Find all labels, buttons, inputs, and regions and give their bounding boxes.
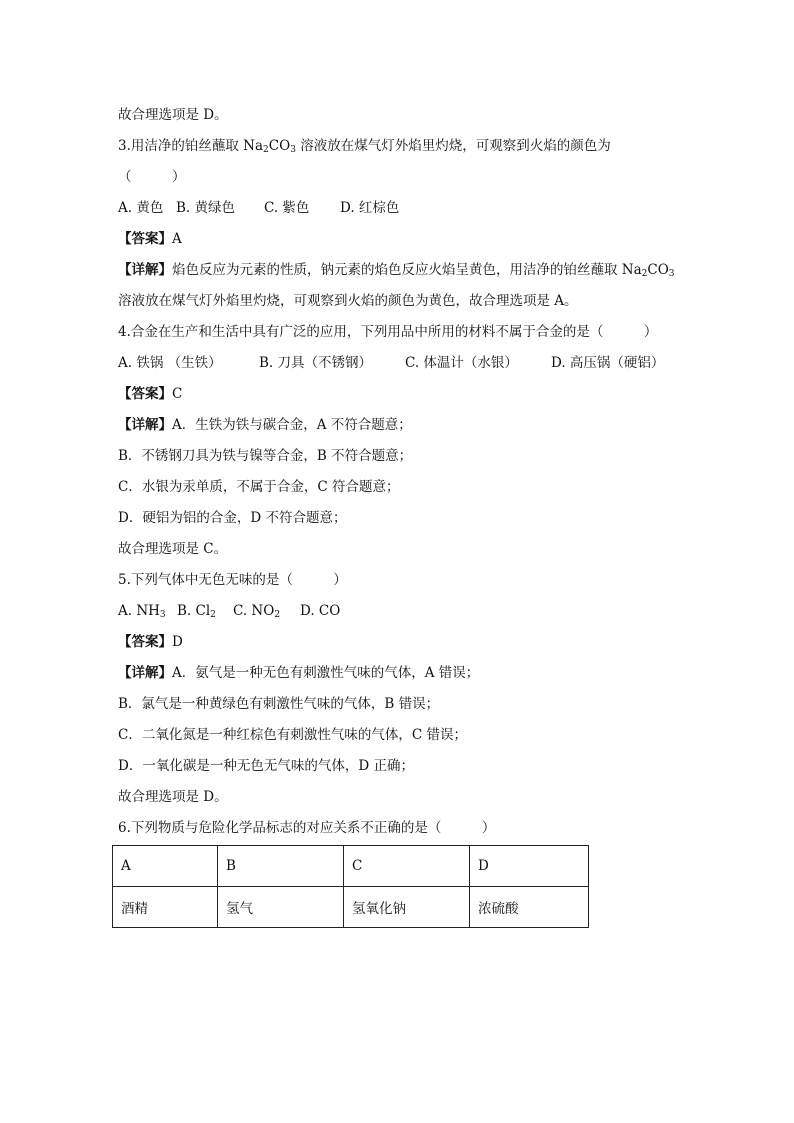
table-header-a: A [113,846,218,887]
q3-option-b: B. 黄绿色 [176,200,236,216]
q5-answer: 【答案】D [118,634,183,650]
q4-detail-b: B．不锈钢刀具为铁与镍等合金，B 不符合题意； [118,448,413,464]
q4-title: 4.合金在生产和生活中具有广泛的应用，下列用品中所用的材料不属于合金的是（ ） [118,324,658,340]
table-header-d: D [470,846,589,887]
q4-option-b: B. 刀具（不锈钢） [259,355,373,371]
table-cell-a: 酒精 [113,887,218,928]
q5-option-a: A. $NH_3$ [118,603,166,620]
q5-conclusion: 故合理选项是 D。 [118,789,228,805]
q4-detail-c: C．水银为汞单质，不属于合金，C 符合题意； [118,479,400,495]
q3-title: 3.用洁净的铂丝蘸取 $Na_2CO_3$ 溶液放在煤气灯外焰里灼烧，可观察到火焰的颜色为 [118,138,611,155]
q5-option-c: C. $NO_2$ [233,603,281,620]
table-cell-d: 浓硫酸 [470,887,589,928]
q3-detail: 【详解】焰色反应为元素的性质，钠元素的焰色反应火焰呈黄色，用洁净的铂丝蘸取 $Na_2CO_3$ [118,262,675,279]
q4-detail-a: 【详解】A．生铁为铁与碳合金，A 不符合题意； [118,417,412,433]
q4-detail-d: D．硬铝为铝的合金，D 不符合题意； [118,510,347,526]
table-row [113,846,589,887]
q3-answer: 【答案】A [118,231,182,247]
table-row [113,887,589,928]
q3-option-c: C. 紫色 [264,200,310,216]
q4-option-d: D. 高压锅（硬铝） [551,355,665,371]
q4-option-a: A. 铁锅 （生铁） [118,355,222,371]
document-page [118,100,698,844]
table-cell-c: 氢氧化钠 [344,887,470,928]
q6-table [112,845,589,928]
table-header-c: C [344,846,470,887]
table-header-b: B [218,846,344,887]
q3-option-a: A. 黄色 [118,200,164,216]
q5-option-d: D. CO [300,603,341,619]
q3-options [118,193,698,224]
q5-detail-d: D．一氧化碳是一种无色无气味的气体，D 正确； [118,758,414,774]
q5-title: 5.下列气体中无色无味的是（ ） [118,572,347,588]
q4-conclusion: 故合理选项是 C。 [118,541,228,557]
q4-answer: 【答案】C [118,386,183,402]
q5-detail-a: 【详解】A．氨气是一种无色有刺激性气味的气体，A 错误； [118,665,480,681]
q3-option-d: D. 红棕色 [340,200,400,216]
q4-options [118,348,698,379]
q4-option-c: C. 体温计（水银） [405,355,518,371]
q5-option-b: B. $Cl_2$ [177,603,216,620]
q6-title: 6.下列物质与危险化学品标志的对应关系不正确的是（ ） [118,820,496,836]
q3-paren: （ ） [118,169,186,185]
q2-conclusion: 故合理选项是 D。 [118,107,228,123]
q5-detail-b: B．氯气是一种黄绿色有刺激性气味的气体，B 错误； [118,696,440,712]
q5-options [118,596,698,627]
table-cell-b: 氢气 [218,887,344,928]
q5-detail-c: C．二氧化氮是一种红棕色有刺激性气味的气体，C 错误； [118,727,467,743]
q3-detail-cont: 溶液放在煤气灯外焰里灼烧，可观察到火焰的颜色为黄色，故合理选项是 A。 [118,293,578,309]
